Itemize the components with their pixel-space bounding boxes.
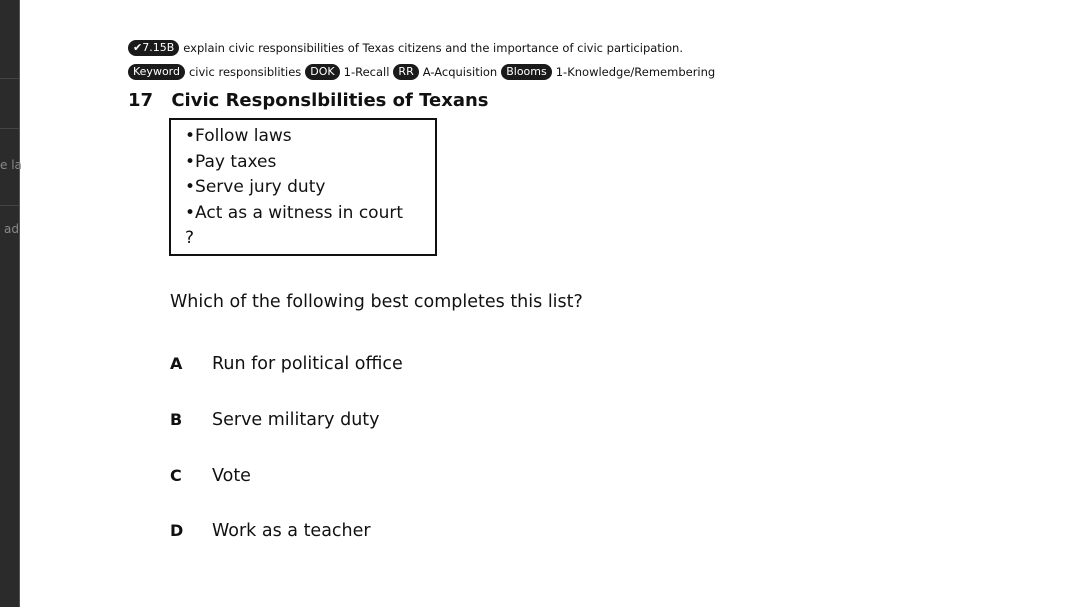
- choice-letter: C: [170, 466, 182, 485]
- strip-divider: [0, 205, 19, 206]
- strip-text-fragment: ad: [4, 222, 19, 236]
- choice-text: Work as a teacher: [212, 521, 371, 541]
- question-number: 17: [128, 90, 154, 111]
- answer-choice-b[interactable]: [170, 409, 380, 431]
- choice-letter: D: [170, 521, 184, 540]
- choice-text: Run for political office: [212, 354, 403, 374]
- standard-code-badge: ✔7.15B: [128, 40, 179, 56]
- list-item: •Pay taxes: [185, 151, 277, 172]
- keyword-badge: Keyword: [128, 64, 185, 80]
- choice-letter: A: [170, 354, 183, 373]
- blooms-value: 1-Knowledge/Remembering: [555, 65, 716, 79]
- dok-value: 1-Recall: [343, 65, 390, 79]
- blooms-badge: Blooms: [501, 64, 552, 80]
- strip-divider: [0, 128, 19, 129]
- answer-choice-d[interactable]: [170, 520, 371, 542]
- responsibility-list-box: [169, 118, 437, 256]
- list-item: •Act as a witness in court: [185, 202, 403, 223]
- choice-letter: B: [170, 410, 183, 429]
- answer-choice-a[interactable]: [170, 353, 403, 375]
- tags-row: [128, 64, 719, 80]
- standard-description: explain civic responsibilities of Texas citizens and the importance of civic participation.: [183, 41, 683, 55]
- rr-value: A-Acquisition: [422, 65, 498, 79]
- question-title: [128, 90, 489, 111]
- left-side-panel: [0, 0, 20, 607]
- keyword-value: civic responsiblities: [188, 65, 302, 79]
- standard-row: [128, 40, 687, 56]
- list-item-missing: ?: [185, 228, 195, 249]
- list-item: •Follow laws: [185, 126, 292, 146]
- question-prompt: Which of the following best completes this list?: [170, 292, 583, 312]
- rr-badge: RR: [393, 64, 418, 80]
- question-title-text: Civic Responslbilities of Texans: [171, 90, 489, 111]
- list-item: •Serve jury duty: [185, 177, 326, 198]
- answer-choice-c[interactable]: [170, 465, 251, 487]
- choice-text: Serve military duty: [212, 410, 380, 430]
- strip-text-fragment: e la: [0, 158, 22, 172]
- strip-divider: [0, 78, 19, 79]
- dok-badge: DOK: [305, 64, 339, 80]
- choice-text: Vote: [212, 466, 251, 486]
